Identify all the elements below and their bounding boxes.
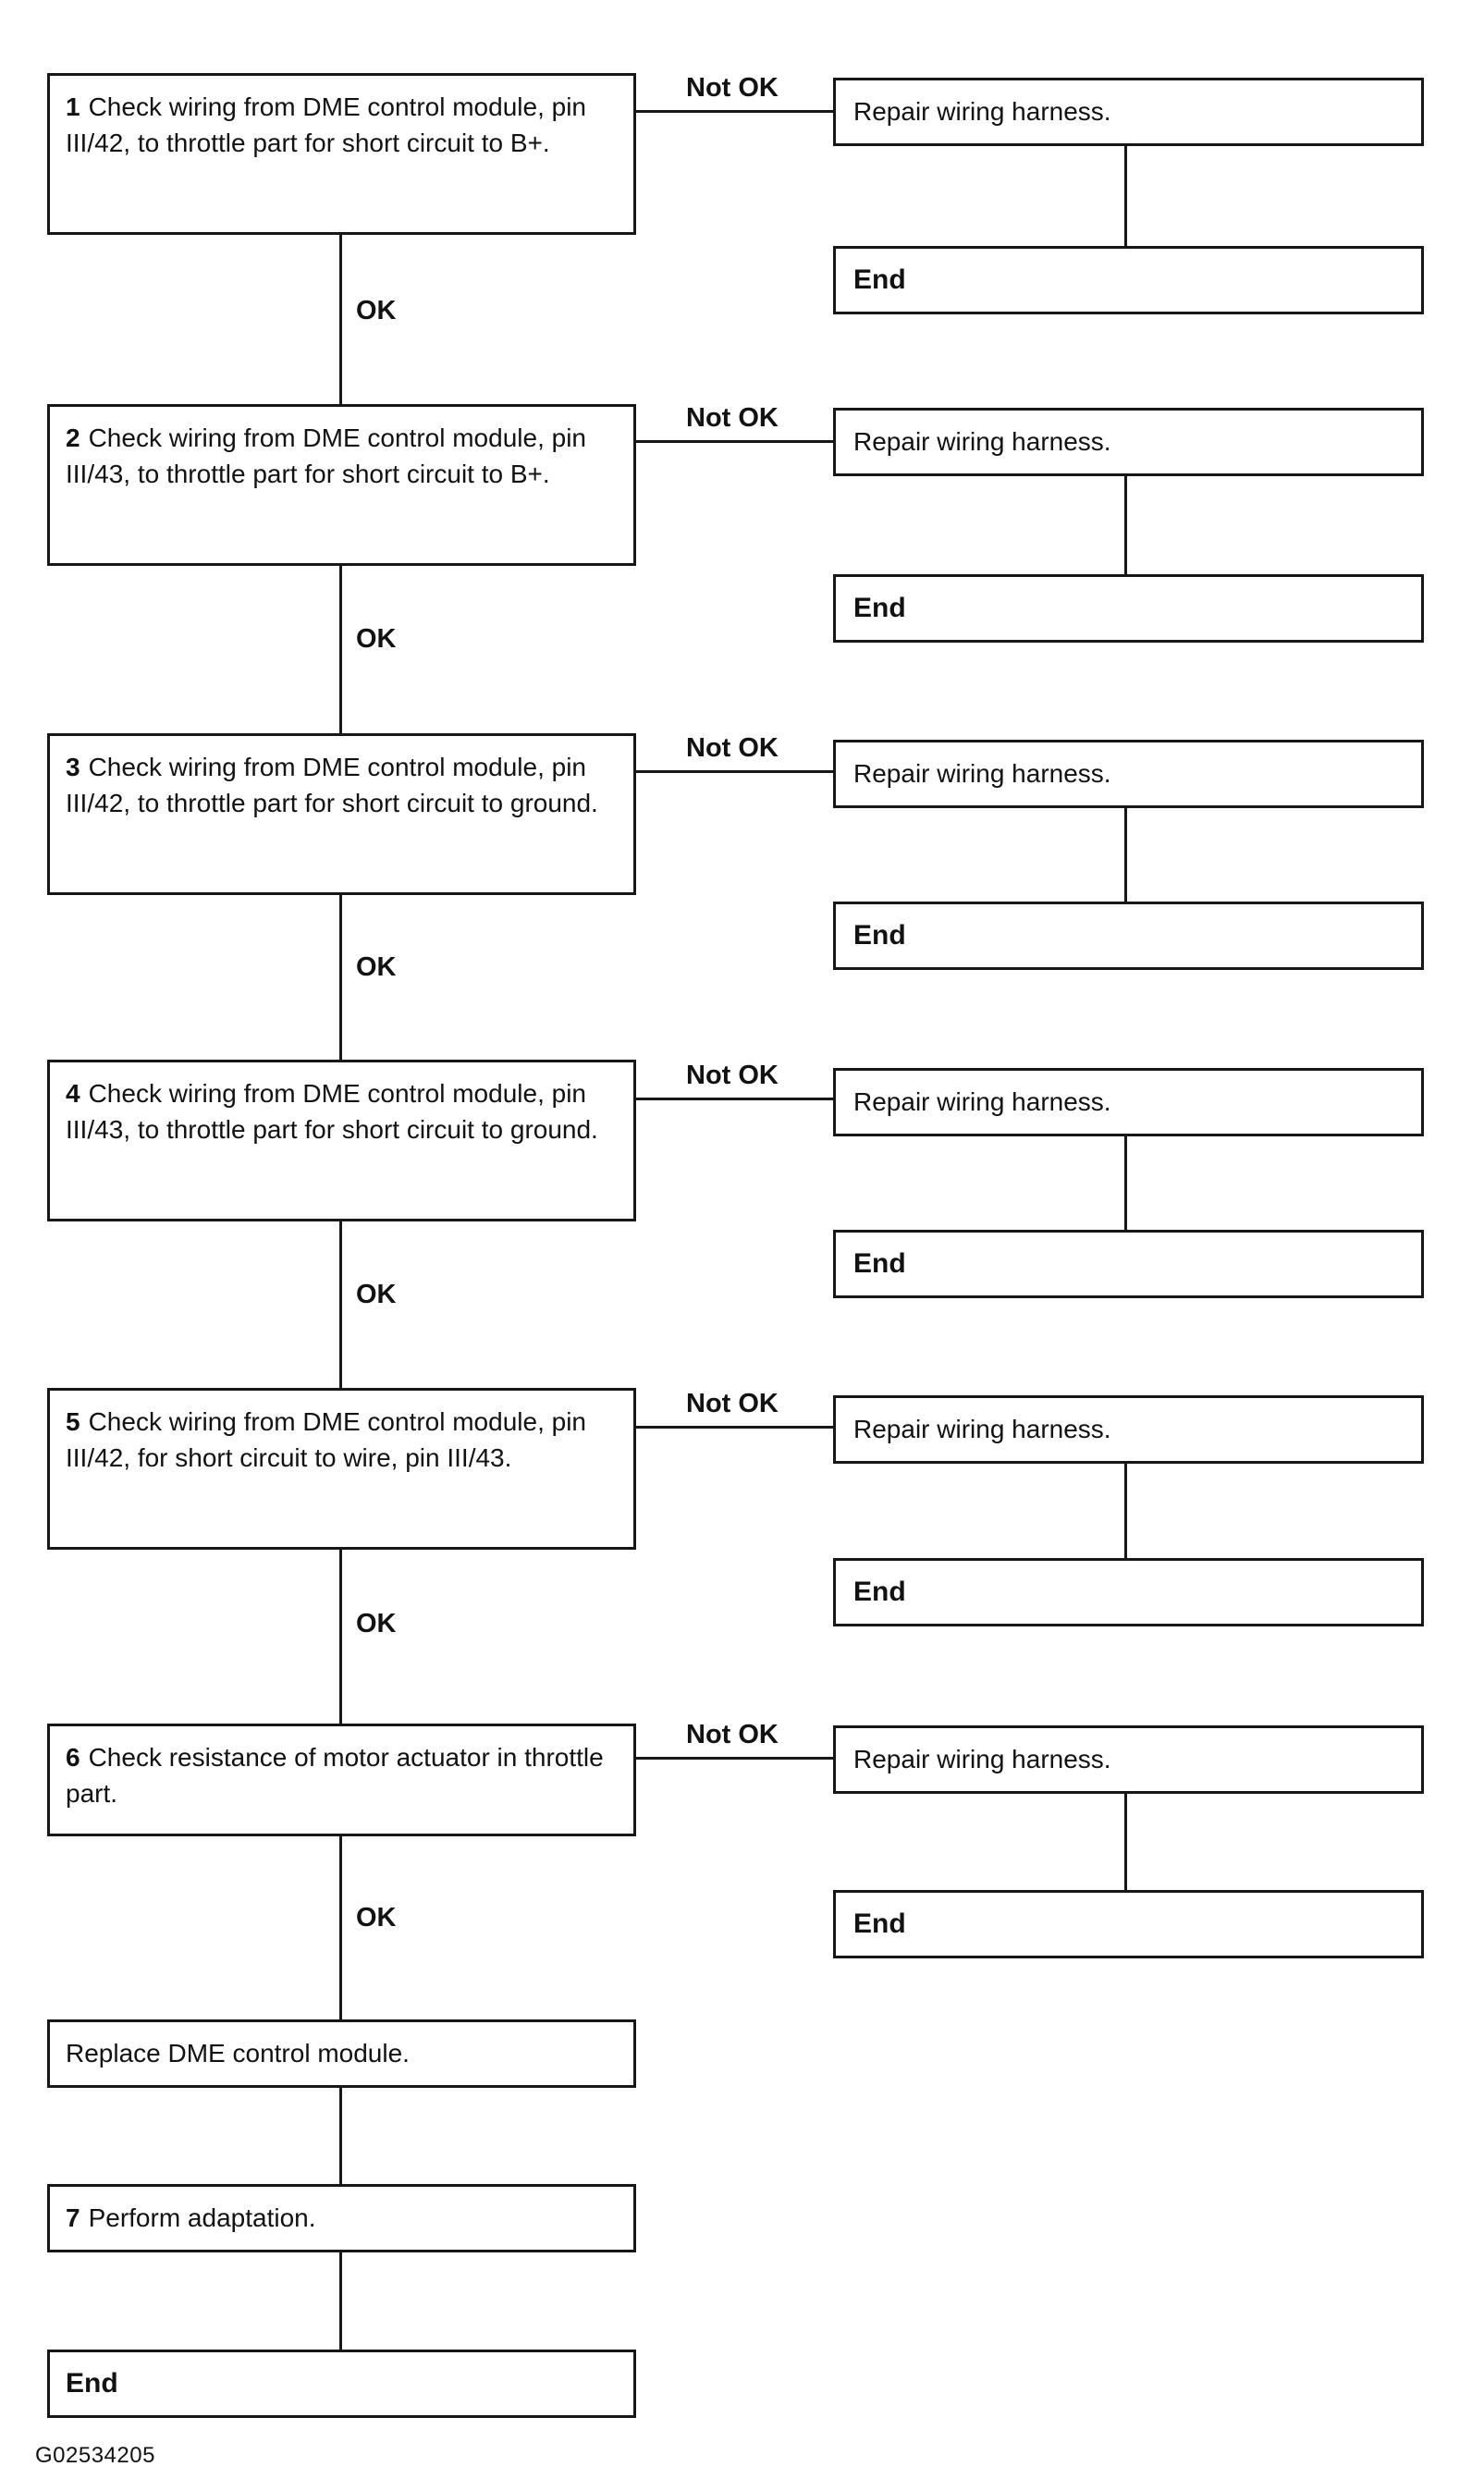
connector-not-ok-6: [636, 1757, 833, 1760]
final-end-box: [47, 2350, 636, 2418]
step-text: Check wiring from DME control module, pin III/42, for short circuit to wire, pin III/43.: [66, 1407, 586, 1472]
step-number: 7: [66, 2203, 80, 2232]
end-text: End: [853, 264, 906, 295]
ok-label-3: OK: [356, 952, 397, 982]
ok-label-5: OK: [356, 1609, 397, 1638]
repair-box-4: [833, 1068, 1424, 1136]
step-box-4: [47, 1060, 636, 1221]
repair-text: Repair wiring harness.: [853, 1087, 1111, 1116]
repair-text: Repair wiring harness.: [853, 1745, 1111, 1773]
repair-text: Repair wiring harness.: [853, 427, 1111, 456]
step-text: Check resistance of motor actuator in throttle part.: [66, 1743, 604, 1808]
connector-not-ok-4: [636, 1098, 833, 1100]
not-ok-label-5: Not OK: [686, 1389, 779, 1418]
connector-repair-end-1: [1124, 146, 1127, 246]
not-ok-label-4: Not OK: [686, 1061, 779, 1090]
repair-box-1: [833, 78, 1424, 146]
not-ok-label-2: Not OK: [686, 403, 779, 433]
step-box-3: [47, 733, 636, 895]
end-text: End: [853, 1577, 906, 1607]
step-box-7: [47, 2184, 636, 2252]
figure-code: G02534205: [35, 2443, 155, 2468]
ok-label-4: OK: [356, 1280, 397, 1309]
step-text: Check wiring from DME control module, pin III/42, to throttle part for short circuit to B+.: [66, 92, 586, 157]
replace-module-box: [47, 2019, 636, 2088]
repair-box-5: [833, 1395, 1424, 1464]
step-box-6: [47, 1724, 636, 1836]
ok-label-1: OK: [356, 296, 397, 325]
repair-box-3: [833, 740, 1424, 808]
connector-ok-6: [339, 1836, 342, 2019]
end-box-2: [833, 574, 1424, 643]
step-box-5: [47, 1388, 636, 1550]
connector-ok-4: [339, 1221, 342, 1388]
connector-repair-end-3: [1124, 808, 1127, 902]
step-number: 1: [66, 92, 80, 121]
not-ok-label-1: Not OK: [686, 73, 779, 103]
repair-text: Repair wiring harness.: [853, 97, 1111, 126]
connector-repair-end-4: [1124, 1136, 1127, 1230]
end-box-1: [833, 246, 1424, 314]
connector-not-ok-1: [636, 110, 833, 113]
not-ok-label-6: Not OK: [686, 1720, 779, 1749]
repair-text: Repair wiring harness.: [853, 1415, 1111, 1443]
end-text: End: [853, 1908, 906, 1939]
end-text: End: [853, 920, 906, 951]
repair-box-6: [833, 1725, 1424, 1794]
step-number: 5: [66, 1407, 80, 1436]
repair-text: Repair wiring harness.: [853, 759, 1111, 788]
step-number: 4: [66, 1079, 80, 1108]
end-box-6: [833, 1890, 1424, 1958]
connector-ok-2: [339, 566, 342, 733]
end-box-5: [833, 1558, 1424, 1626]
step-text: Perform adaptation.: [88, 2203, 316, 2232]
connector-adapt-end: [339, 2252, 342, 2350]
end-text: End: [853, 1248, 906, 1279]
step-text: Check wiring from DME control module, pin III/43, to throttle part for short circuit to ground.: [66, 1079, 598, 1144]
end-box-4: [833, 1230, 1424, 1298]
repair-box-2: [833, 408, 1424, 476]
connector-repair-end-5: [1124, 1464, 1127, 1558]
connector-not-ok-3: [636, 770, 833, 773]
connector-not-ok-2: [636, 440, 833, 443]
end-text: End: [66, 2368, 118, 2399]
not-ok-label-3: Not OK: [686, 733, 779, 763]
connector-repair-end-6: [1124, 1794, 1127, 1890]
step-number: 3: [66, 753, 80, 781]
connector-replace-adapt: [339, 2088, 342, 2184]
step-box-1: [47, 73, 636, 235]
end-text: End: [853, 593, 906, 623]
step-number: 6: [66, 1743, 80, 1772]
step-box-2: [47, 404, 636, 566]
end-box-3: [833, 902, 1424, 970]
connector-ok-3: [339, 895, 342, 1060]
connector-ok-1: [339, 235, 342, 404]
step-number: 2: [66, 423, 80, 452]
connector-not-ok-5: [636, 1426, 833, 1429]
connector-repair-end-2: [1124, 476, 1127, 574]
step-text: Check wiring from DME control module, pin III/43, to throttle part for short circuit to B+.: [66, 423, 586, 488]
replace-text: Replace DME control module.: [66, 2039, 410, 2068]
ok-label-2: OK: [356, 624, 397, 654]
step-text: Check wiring from DME control module, pin III/42, to throttle part for short circuit to ground.: [66, 753, 598, 817]
ok-label-6: OK: [356, 1903, 397, 1933]
connector-ok-5: [339, 1550, 342, 1724]
